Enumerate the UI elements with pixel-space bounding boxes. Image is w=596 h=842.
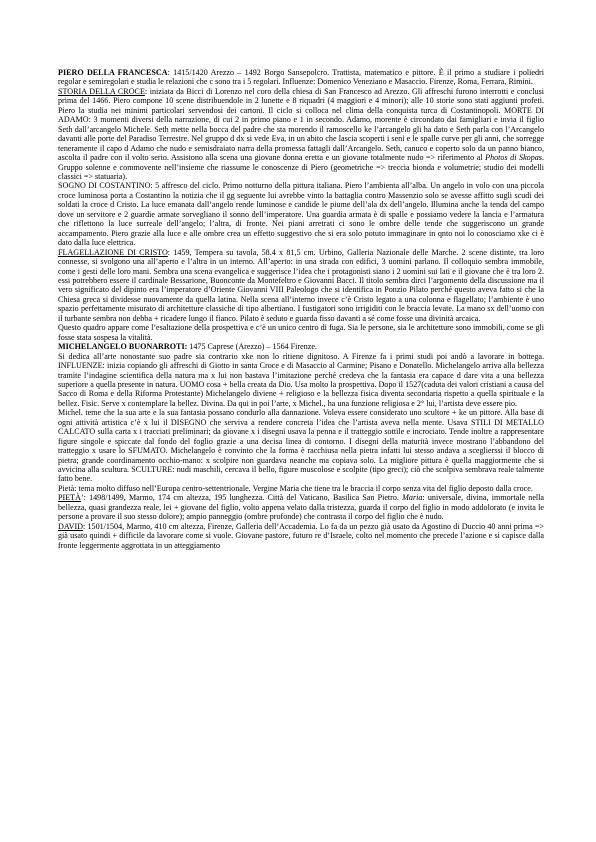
paragraph-michelangelo-bellezza: Si dedica all’arte nonostante suo padre sia contrario xke non lo ritiene dignitoso. A Firenze fa i primi studi poi andò a lavorare in bottega. INFLUENZE: inizia copiando gli affreschi di Giotto in santa Croce e di Masaccio al Carmine; Pisano e Donatello. Michelangelo arriva alla bellezza tramite l’indagine scientifica della natura ma x lui non bastava l’imitazione perché credeva che la fantasia era capace d dare vita a una bellezza superiore a quella presente in natura. UOMO cosa + bella creata da Dio. Usa molto la prospettiva. Dopo il 1527(caduta dei valori cristiani a causa del Sacco di Roma e della Riforma Protestante) Michelangelo diviene + religioso e la bellezza fisica diventa secondaria rispetto a quella spirituale e la bellez. Fisic. Serve x contemplare la bellez. Divina. Da qui in poi l’arte, x Michel., ha una funzione religiosa e 2° lui, l’artista deve essere pio.: [58, 351, 544, 408]
section-michelangelo: [58, 342, 544, 351]
section-david: [58, 522, 544, 550]
paragraph-sogno-di-costantino: SOGNO DI COSTANTINO: 5 affresco del ciclo. Primo notturno della pittura italiana. Piero l’ambienta all’alba. Un angelo in volo con una piccola croce luminosa porta a Costantino la notizia che il gg seguente lui avrebbe vinto la battaglia contro Massenzio solo se avesse affitto sugli scudi dei soldati la croce d Cristo. La luce emanata dall’angelo rende luminose e candide le piume dell’ala dx dell’angelo. Illumina anche la tenda del campo dove un servitore e 2 guardie armate sorvegliano il sonno dell’imperatore. Una guardia armata è di spalle e possiamo vedere la lancia e l’armatura che riflettono la luce surreale dell’angelo; l’altra, di fronte. Nei piani arretrati ci sono le ombre delle tende che suggeriscono un grande accampamento. Piero grazie alla luce e alle ombre crea un effetto suggestivo che si era solo potuto immaginare in qnto noi lo conosciamo xke ci è dato dalla luce elettrica.: [58, 181, 544, 248]
section-flagellazione: [58, 248, 544, 324]
section-heading: PIETÀ: [58, 493, 81, 503]
section-storia-della-croce: [58, 87, 544, 182]
section-heading: PIERO DELLA FRANCESCA: [58, 68, 168, 77]
section-heading: FLAGELLAZIONE DI CRISTO: [58, 247, 168, 257]
section-text: ’: 1498/1499, Marmo, 174 cm altezza, 195 lunghezza. Città del Vaticano, Basilica San Pietro.: [80, 493, 403, 503]
paragraph-michelangelo-disegno: Michel. teme che la sua arte e la sua fantasia possano condurlo alla dannazione. Voleva essere considerato uno scultore + ke un pittore. Alla base di ogni attività artistica c’è x lui il DISEGNO che serviva a rendere concreta l’idea che l’artista aveva nella mente. Usava STILI DI METALLO CALCATO sulla carta x i tracciati preliminari; da giovane x i disegni usava la penna e il tratteggio sottile e incrociato. Tende inoltre a rappresentare figure singole e spiccate dal fondo del foglio grazie a una decisa linea di contorno. I disegni della maturità invece mostrano l’abbandono del tratteggio x usare lo SFUMATO. Michelangelo è convinto che la forma è racchiusa nella pietra infatti lui stesso andava a sceglierssi il blocco di pietra; grande coordinamento occhio-mano: x scolpire non guardava neanche ma copiava solo. La migliore pittura è quella maggiormente che si avvicina alla scultura. SCULTURE: nudi maschili, cercava il bello, figure muscolose e scolpite (tipo greci); ciò che scolpiva sembrava reale talmente fatto bene.: [58, 408, 544, 484]
section-text: : 1415/1420 Arezzo – 1492 Borgo Sansepolcro. Trattista, matematico e pittore. È il primo a studiare i poliedri regolar e semiregolari e studia le relazioni che c sono tra i 5 regolari. Influenze: Domenico Veneziano e Masaccio. Firenze, Roma, Ferrara, Rimini.: [58, 68, 544, 87]
paragraph-pieta-tema: Pietà: tema molto diffuso nell’Europa centro-settentrionale. Vergine Maria che tiene tra le braccia il corpo senza vita del figlio deposto dalla croce.: [58, 483, 533, 493]
section-heading: MICHELANGELO BUONARROTI:: [58, 342, 188, 352]
section-pieta: [58, 493, 544, 521]
italic-reference: Photos di Skopas: [485, 153, 542, 163]
section-heading: STORIA DELLA CROCE: [58, 86, 145, 96]
section-text: : iniziata da Bicci di Lorenzo nel coro della chiesa di San Francesco ad Arezzo. Gli affreschi furono interrotti e conclusi prima del 1466. Piero compone 10 scene distribuendole in 2 lunette e 8 riquadri (4 maggiori e 4 minori); alle 10 storie sono stati aggiunti profeti. Piero la studia nei minimi particolari servendosi dei cartoni. Il ciclo si colloca nel clima della conquista turca di Costantinopoli. MORTE DI ADAMO: 3 momenti diversi della narrazione, di cui 2 in primo piano e 1 in secondo. Adamo, morente è circondato dai famigliari e invia il figlio Seth dall’arcangelo Michele. Seth mette nella bocca del padre che sta morendo il ramoscello ke l’arcangelo gli ha dato e Seth parla con l’Arcangelo davanti alle porte del Paradiso Terrestre. Nel gruppo d dx si vede Eva, in un abito che lascia scoperti i seni e le spalle curve per gli anni, che sorregge teneramente il capo d Adamo che nudo e semisdraiato narra della promessa fattagli dall’Arcangelo. Seth, canuco e coperto solo da un panno bianco, ascolta il padre con il volto serio. Assistono alla scena una giovane donna eretta e un giovane totalmente nudo => riferimento al: [58, 86, 544, 163]
section-text: : universale, divina, immortale nella bellezza, quasi grandezza reale, lei + giovane del figlio, volto appena velato dalla tristezza, guarda il corpo del figlio in modo addolorato (e invita le persone a provare il suo stesso dolore); ampio panneggio (ombre profonde) che contrasta il corpo del figlio che è nudo.: [58, 493, 545, 522]
section-text: 1475 Caprese (Arezzo) – 1564 Firenze.: [187, 342, 317, 352]
italic-term: Maria: [402, 493, 423, 503]
section-heading: DAVID: [58, 521, 84, 531]
document-page: [58, 68, 544, 550]
section-text: : 1501/1504, Marmo, 410 cm altezza, Firenze, Galleria dell’Accademia. Lo fa da un pezzo già usato da Agostino di Duccio 40 anni prima => già usato quindi + difficile da lavorare come si vuole. Giovane pastore, futuro re d’Israele, colto nel momento che precede l’azione e si capisce dalla fronte leggermente aggrottata in un atteggiamento: [58, 521, 544, 550]
section-piero-della-francesca: [58, 68, 544, 87]
section-text: : 1459, Tempera su tavola, 58.4 x 81,5 cm. Urbino, Galleria Nazionale delle Marche. 2 scene distinte, tra loro connesse, si svolgono una all’aperto e l’altra in un interno. All’aperto: in una strada con edifici, 3 uomini parlano. Il colloquio sembra immobile, come i gesti delle loro mani. Sembra una scena evangelica e suggerisce l’idea che i protagonisti siano i 2 uomini sui lati e il giovane che è tra loro 2. essi potrebbero essere il cardinale Bessarione, Buonconte da Montefeltro e Giovanni Bacci. Il titolo sembra dirci l’argomento della discussione ma il vero significato del dipinto era l’imperatore d’Oriente Giovanni VIII Paleologo che si identifica in Ponzio Pilato perché questo aveva fatto si che la Chiesa greca si dividesse nuovamente da quella latina. Nella scena all’interno invece c’è Cristo legato a una colonna e flagellato; l’ambiente è uno spazio perfettamente misurato di architetture classiche di tipo albertiano. I fustigatori sono irrigiditi con le braccia levate. La mano sx dell’uomo con il turbante sembra non debba + ricadere lungo il fianco. Pilato è seduto e guarda fisso davanti a sé come fosse una divinità arcaica.: [58, 247, 545, 323]
paragraph-prospettiva: Questo quadro appare come l’esaltazione della prospettiva e c’è un unico centro di fuga. Sia le persone, sia le architetture sono immobili, come se gli fosse stata sospesa la vitalità.: [58, 323, 544, 342]
section-text: . Gruppo solenne e commovente nell’insieme che riassume le conoscenze di Piero (geometriche => treccia bionda e volumetrie; studio dei modelli classici => statuaria).: [58, 153, 544, 181]
